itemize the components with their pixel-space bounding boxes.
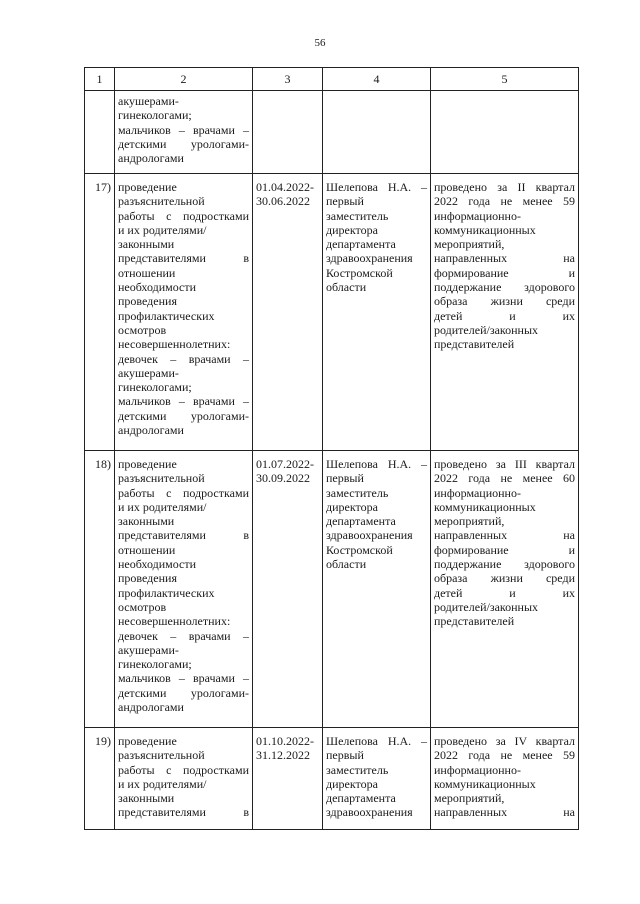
row-number-cell [85, 91, 115, 174]
text-line: проведения [118, 571, 177, 586]
text-line: мальчиков – врачами – [118, 394, 249, 409]
period-cell [253, 451, 323, 728]
text-line: акушерами- [118, 642, 179, 657]
text-line: родителей/законных [434, 599, 539, 614]
text-line: профилактических [118, 308, 215, 323]
table-header-row [85, 68, 579, 91]
text-line: представителями в [118, 251, 249, 266]
text-line: директора [326, 499, 378, 514]
text-line: проведение [118, 457, 177, 471]
responsible-cell [323, 174, 431, 451]
text-line: и их родителями/ [118, 222, 207, 237]
header-cell: 2 [115, 68, 253, 91]
activity-cell [115, 91, 253, 174]
text-line: осмотров [118, 599, 167, 614]
text-line: Костромской [326, 542, 393, 557]
text-line: 30.06.2022 [256, 194, 310, 209]
text-line: законными [118, 237, 175, 252]
text-line: здравоохранения [326, 528, 413, 543]
result-cell [431, 451, 579, 728]
text-line: представителей [434, 614, 515, 629]
table-row [85, 451, 579, 728]
row-number-cell: 18) [85, 451, 115, 728]
period-cell [253, 91, 323, 174]
header-cell: 1 [85, 68, 115, 91]
text-line: здравоохранения [326, 805, 413, 820]
text-line: андрологами [118, 700, 184, 715]
text-line: директора [326, 776, 378, 791]
text-line: акушерами- [118, 365, 179, 380]
text-line: формирование и [434, 542, 575, 557]
text-line: 2022 года не менее 60 [434, 471, 575, 486]
period-cell [253, 728, 323, 830]
text-line: 2022 года не менее 59 [434, 748, 575, 763]
activity-cell [115, 451, 253, 728]
text-line: детскими урологами- [118, 136, 249, 151]
text-line: образа жизни среди [434, 571, 575, 586]
text-line: и их родителями/ [118, 499, 207, 514]
text-line: детей и их [434, 585, 575, 600]
text-line: заместитель [326, 762, 389, 777]
text-line: отношении [118, 542, 176, 557]
activity-cell [115, 728, 253, 830]
text-line: необходимости [118, 557, 197, 572]
text-line: коммуникационных [434, 499, 536, 514]
text-line: первый [326, 748, 364, 763]
text-line: 2022 года не менее 59 [434, 194, 575, 209]
text-line: гинекологами; [118, 108, 192, 123]
text-line: законными [118, 791, 175, 806]
text-line: здравоохранения [326, 251, 413, 266]
text-line: профилактических [118, 585, 215, 600]
text-line: представителями в [118, 805, 249, 820]
text-line: поддержание здорового [434, 557, 575, 572]
text-line: Шелепова Н.А. – [326, 734, 427, 748]
text-line: коммуникационных [434, 222, 536, 237]
header-cell: 5 [431, 68, 579, 91]
text-line: проведения [118, 294, 177, 309]
text-line: несовершеннолетних: [118, 337, 231, 352]
table-row [85, 728, 579, 830]
text-line: несовершеннолетних: [118, 614, 231, 629]
text-line: направленных на [434, 251, 575, 266]
text-line: гинекологами; [118, 657, 192, 672]
page-number: 56 [314, 37, 326, 49]
text-line: информационно- [434, 762, 521, 777]
text-line: андрологами [118, 423, 184, 438]
text-line: родителей/законных [434, 322, 539, 337]
result-cell [431, 174, 579, 451]
text-line: осмотров [118, 322, 167, 337]
text-line: работы с подростками [118, 762, 249, 777]
text-line: информационно- [434, 485, 521, 500]
text-line: заместитель [326, 485, 389, 500]
text-line: проведено за III квартал [434, 457, 575, 471]
text-line: Шелепова Н.А. – [326, 180, 427, 194]
text-line: 01.04.2022- [256, 180, 314, 194]
result-cell [431, 728, 579, 830]
text-line: заместитель [326, 208, 389, 223]
text-line: необходимости [118, 280, 197, 295]
text-line: детей и их [434, 308, 575, 323]
text-line: 01.07.2022- [256, 457, 314, 471]
text-line: 30.09.2022 [256, 471, 310, 486]
text-line: коммуникационных [434, 776, 536, 791]
text-line: девочек – врачами – [118, 351, 249, 366]
responsible-cell [323, 451, 431, 728]
text-line: Шелепова Н.А. – [326, 457, 427, 471]
text-line: области [326, 280, 367, 295]
text-line: представителей [434, 337, 515, 352]
text-line: 01.10.2022- [256, 734, 314, 748]
text-line: первый [326, 194, 364, 209]
text-line: детскими урологами- [118, 408, 249, 423]
text-line: мальчиков – врачами – [118, 122, 249, 137]
plan-table [84, 67, 579, 830]
text-line: направленных на [434, 528, 575, 543]
text-line: департамента [326, 237, 396, 252]
header-cell: 3 [253, 68, 323, 91]
text-line: разъяснительной [118, 471, 205, 486]
text-line: законными [118, 514, 175, 529]
text-line: девочек – врачами – [118, 628, 249, 643]
text-line: мероприятий, [434, 514, 505, 529]
text-line: работы с подростками [118, 208, 249, 223]
responsible-cell [323, 728, 431, 830]
text-line: директора [326, 222, 378, 237]
text-line: области [326, 557, 367, 572]
text-line: акушерами- [118, 94, 179, 108]
text-line: мальчиков – врачами – [118, 671, 249, 686]
text-line: информационно- [434, 208, 521, 223]
row-number-cell: 19) [85, 728, 115, 830]
text-line: поддержание здорового [434, 280, 575, 295]
text-line: работы с подростками [118, 485, 249, 500]
activity-cell [115, 174, 253, 451]
text-line: первый [326, 471, 364, 486]
result-cell [431, 91, 579, 174]
text-line: департамента [326, 514, 396, 529]
text-line: мероприятий, [434, 791, 505, 806]
text-line: разъяснительной [118, 748, 205, 763]
text-line: и их родителями/ [118, 776, 207, 791]
table-row [85, 174, 579, 451]
text-line: Костромской [326, 265, 393, 280]
text-line: мероприятий, [434, 237, 505, 252]
text-line: разъяснительной [118, 194, 205, 209]
text-line: образа жизни среди [434, 294, 575, 309]
text-line: гинекологами; [118, 380, 192, 395]
text-line: проведение [118, 180, 177, 194]
text-line: представителями в [118, 528, 249, 543]
text-line: 31.12.2022 [256, 748, 310, 763]
text-line: отношении [118, 265, 176, 280]
text-line: департамента [326, 791, 396, 806]
text-line: андрологами [118, 151, 184, 166]
text-line: проведено за IV квартал [434, 734, 575, 748]
header-cell: 4 [323, 68, 431, 91]
text-line: проведение [118, 734, 177, 748]
text-line: детскими урологами- [118, 685, 249, 700]
period-cell [253, 174, 323, 451]
text-line: формирование и [434, 265, 575, 280]
table-row [85, 91, 579, 174]
text-line: направленных на [434, 805, 575, 820]
text-line: проведено за II квартал [434, 180, 575, 194]
row-number-cell: 17) [85, 174, 115, 451]
responsible-cell [323, 91, 431, 174]
